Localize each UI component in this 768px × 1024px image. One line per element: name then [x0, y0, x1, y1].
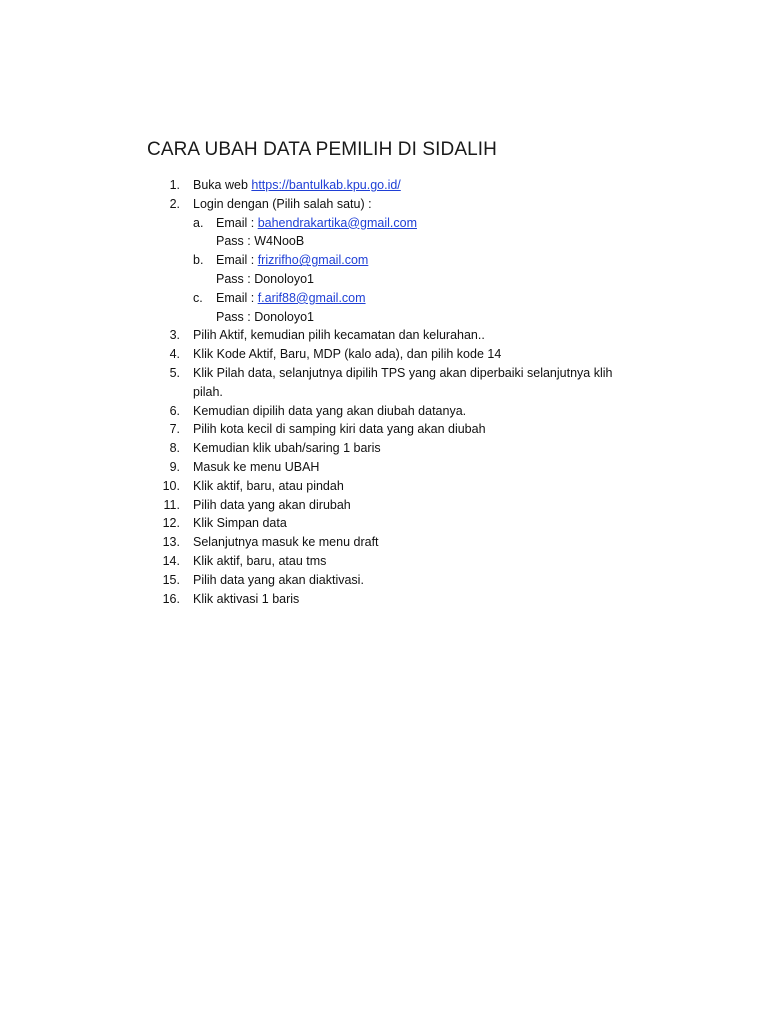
step-text: Buka web [193, 178, 252, 192]
email-link[interactable]: bahendrakartika@gmail.com [257, 215, 417, 230]
option-letter: b . [193, 251, 203, 270]
email-label: Email : [216, 215, 258, 230]
password-text: Pass : W4NooB [216, 234, 305, 249]
step-item [160, 420, 640, 439]
step-item [160, 345, 640, 364]
step-number: 13 . [160, 533, 180, 552]
email-link[interactable]: f.arif88@gmail.com [257, 290, 366, 305]
login-option [193, 289, 640, 327]
login-option [193, 251, 640, 289]
step-number: 8 . [160, 439, 180, 458]
step-number: 2 . [160, 195, 180, 214]
step-text: Klik Kode Aktif, Baru, MDP (kalo ada), dan pilih kode 14 [193, 347, 502, 362]
step-text: Klik Simpan data [193, 516, 287, 531]
step-item [160, 439, 640, 458]
page-title: CARA UBAH DATA PEMILIH DI SIDALIH [147, 139, 497, 160]
step-item [160, 458, 640, 477]
step-item [160, 402, 640, 421]
step-number: 5 . [160, 364, 180, 383]
step-number: 14 . [160, 552, 180, 571]
website-link[interactable]: https://bantulkab.kpu.go.id/ [251, 178, 401, 192]
step-text: Kemudian klik ubah/saring 1 baris [193, 441, 381, 456]
step-item [160, 496, 640, 515]
step-item [160, 533, 640, 552]
step-number: 4 . [160, 345, 180, 364]
login-options-list [193, 214, 640, 327]
email-label: Email : [216, 290, 258, 305]
password-text: Pass : Donoloyo1 [216, 271, 314, 286]
step-number: 10 . [160, 477, 180, 496]
step-text: Selanjutnya masuk ke menu draft [193, 535, 379, 550]
option-letter: c . [193, 289, 203, 308]
step-item [160, 364, 640, 402]
step-number: 15 . [160, 571, 180, 590]
step-text: Pilih Aktif, kemudian pilih kecamatan dan kelurahan.. [193, 328, 485, 343]
step-number: 12 . [160, 514, 180, 533]
step-text: Login dengan (Pilih salah satu) : [193, 196, 372, 211]
step-item [160, 195, 640, 327]
step-number: 11 . [160, 496, 180, 515]
step-text: Kemudian dipilih data yang akan diubah datanya. [193, 403, 467, 418]
step-text: Klik aktif, baru, atau pindah [193, 478, 344, 493]
step-text: Klik aktivasi 1 baris [193, 591, 300, 606]
email-label: Email : [216, 253, 258, 268]
email-link[interactable]: frizrifho@gmail.com [257, 253, 369, 268]
step-text: Pilih data yang akan diaktivasi. [193, 572, 364, 587]
step-item [160, 477, 640, 496]
step-text: Klik aktif, baru, atau tms [193, 553, 327, 568]
step-text: Pilih kota kecil di samping kiri data yang akan diubah [193, 422, 486, 437]
step-item [160, 176, 640, 195]
password-text: Pass : Donoloyo1 [216, 309, 314, 324]
step-number: 1 . [160, 176, 180, 195]
step-number: 3 . [160, 326, 180, 345]
option-letter: a . [193, 214, 203, 233]
step-text: Masuk ke menu UBAH [193, 459, 320, 474]
step-number: 9 . [160, 458, 180, 477]
step-item [160, 326, 640, 345]
step-number: 16 . [160, 590, 180, 609]
step-text: Klik Pilah data, selanjutnya dipilih TPS yang akan diperbaiki selanjutnya klih pilah. [193, 365, 613, 399]
step-item [160, 552, 640, 571]
step-number: 6 . [160, 402, 180, 421]
steps-list [160, 176, 640, 608]
step-item [160, 590, 640, 609]
login-option [193, 214, 640, 252]
step-text: Pilih data yang akan dirubah [193, 497, 351, 512]
step-item [160, 514, 640, 533]
step-item [160, 571, 640, 590]
step-number: 7 . [160, 420, 180, 439]
